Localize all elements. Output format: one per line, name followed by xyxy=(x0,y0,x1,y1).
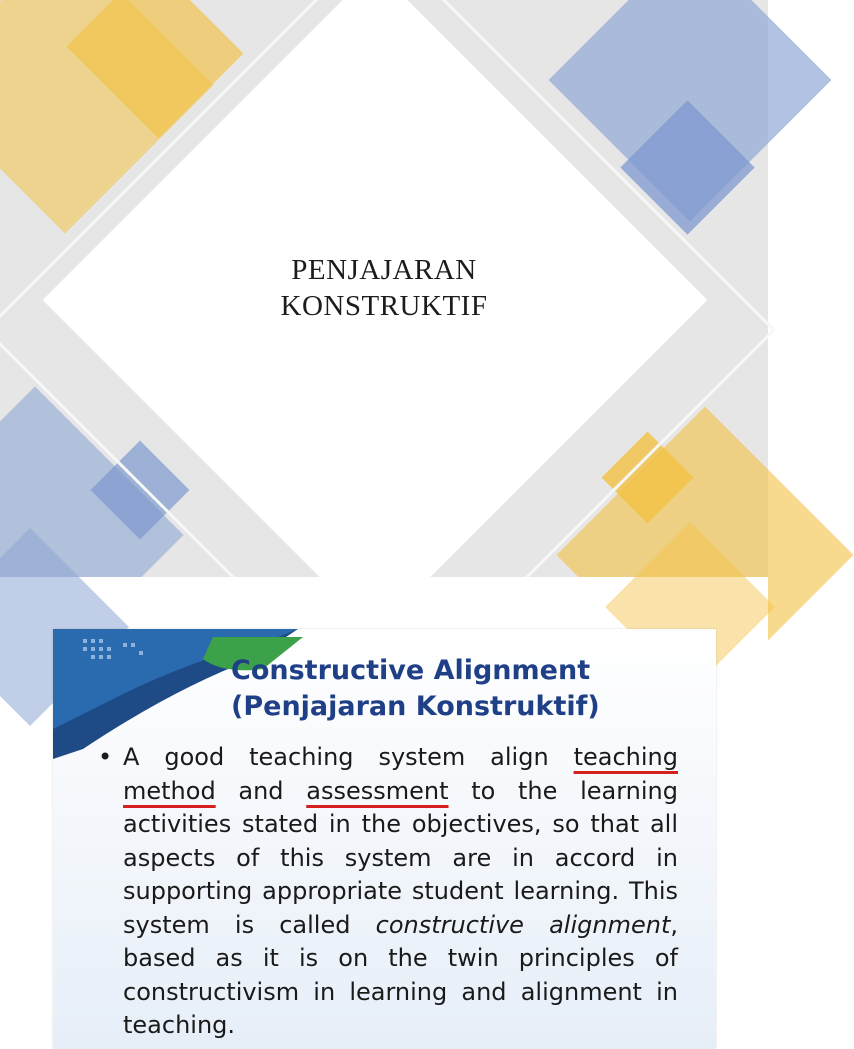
underlined-teaching-method: teaching method xyxy=(123,743,678,805)
title-slide xyxy=(0,0,768,577)
slide-title-line1: PENJAJARAN xyxy=(291,254,477,286)
emphasis-constructive-alignment: constructive alignment xyxy=(375,910,671,939)
bullet-paragraph xyxy=(123,741,678,1043)
paragraph-text-1: A good teaching system align xyxy=(123,743,574,771)
paragraph-text-3: to the learning activities stated in the objectives, so that all aspects of this system are in accord in supporting appropriate student learning. This system is called xyxy=(123,776,678,939)
paragraph-text-4: , based as it is on the twin principles of constructivism in learning and alignment in teaching. xyxy=(123,910,678,1039)
slide-heading xyxy=(231,653,600,725)
slide-title-line2: KONSTRUKTIF xyxy=(280,290,488,322)
content-slide xyxy=(0,577,768,1039)
underlined-assessment: assessment xyxy=(306,776,449,805)
heading-line1: Constructive Alignment xyxy=(231,655,591,686)
heading-line2: (Penjajaran Konstruktif) xyxy=(231,691,600,722)
slide-title xyxy=(0,252,768,324)
slide-card xyxy=(53,629,716,1049)
bullet-dot: • xyxy=(98,743,113,771)
paragraph-text-2: and xyxy=(215,776,307,805)
